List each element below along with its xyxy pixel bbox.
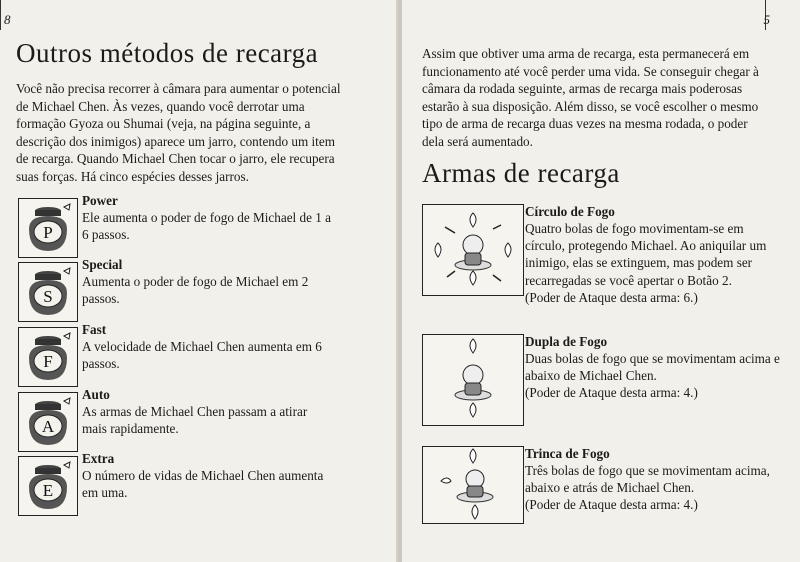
page-number: 5 (763, 12, 770, 27)
weapon-power-text: (Poder de Ataque desta arma: 4.) (525, 497, 698, 513)
svg-text:A: A (41, 417, 55, 436)
weapon-title: Círculo de Fogo (525, 204, 615, 219)
weapon-description-text: Três bolas de fogo que se movimentam acima, abaixo e atrás de Michael Chen. (525, 463, 770, 496)
jar-title: Power (82, 193, 118, 208)
weapon-description-text: Duas bolas de fogo que se movimentam acima e abaixo de Michael Chen. (525, 351, 780, 384)
intro-paragraph: Você não precisa recorrer à câmara para aumentar o potencial de Michael Chen. Às vezes, quando você derrotar uma formação Gyoza ou Shumai (veja, na página seguinte, a descrição dos inimigos) aparece um jarro, contendo um item de recarga. Quando Michael Chen tocar o jarro, ele recupera suas forças. Há cinco espécies desses jarros. (16, 81, 341, 184)
weapon-description (525, 220, 780, 306)
jar-title: Special (82, 257, 123, 272)
weapon-description (525, 350, 780, 402)
page-title: Outros métodos de recarga (16, 38, 319, 68)
jar-description: Ele aumenta o poder de fogo de Michael de 1 a 6 passos. (82, 210, 331, 242)
jar-description: Aumenta o poder de fogo de Michael em 2 passos. (82, 274, 309, 306)
jar-description: A velocidade de Michael Chen aumenta em 6 passos. (82, 339, 322, 371)
fire-double-illustration-icon (422, 334, 524, 426)
page-number: 8 (4, 12, 11, 27)
weapon-title: Trinca de Fogo (525, 446, 610, 461)
intro-paragraph: Assim que obtiver uma arma de recarga, esta permanecerá em funcionamento até você perder uma vida. Se conseguir chegar à câmara da rodada seguinte, armas de recarga mais poderosas estarão à sua disposição. Além disso, se você escolher o mesmo tipo de arma de recarga duas vezes na mesma rodada, o poder dela será aumentado. (422, 46, 759, 149)
svg-text:E: E (42, 481, 54, 500)
jar-p-icon (18, 198, 78, 258)
svg-text:P: P (43, 223, 53, 242)
weapon-description (525, 462, 780, 514)
jar-description: As armas de Michael Chen passam a atirar mais rapidamente. (82, 404, 308, 436)
weapon-description-text: Quatro bolas de fogo movimentam-se em círculo, protegendo Michael. Ao aniquilar um inimigo, elas se extinguem, mas podem ser recarregadas se você apertar o Botão 2. (525, 221, 767, 288)
jar-a-icon (18, 392, 78, 452)
jar-title: Fast (82, 322, 107, 337)
section-title: Armas de recarga (422, 158, 620, 188)
left-page (0, 0, 398, 562)
weapon-power-text: (Poder de Ataque desta arma: 4.) (525, 385, 698, 401)
fire-triple-illustration-icon (422, 446, 524, 524)
weapon-power-text: (Poder de Ataque desta arma: 6.) (525, 289, 698, 305)
jar-description: O número de vidas de Michael Chen aumenta em uma. (82, 468, 324, 500)
jar-title: Extra (82, 451, 115, 466)
svg-text:F: F (43, 352, 53, 371)
jar-s-icon (18, 262, 78, 322)
jar-f-icon (18, 327, 78, 387)
circle-of-fire-illustration-icon (422, 204, 524, 296)
svg-text:S: S (43, 287, 53, 306)
weapon-title: Dupla de Fogo (525, 334, 608, 349)
jar-e-icon (18, 456, 78, 516)
jar-title: Auto (82, 387, 110, 402)
right-page (402, 0, 800, 562)
page-edge-line (0, 0, 1, 30)
